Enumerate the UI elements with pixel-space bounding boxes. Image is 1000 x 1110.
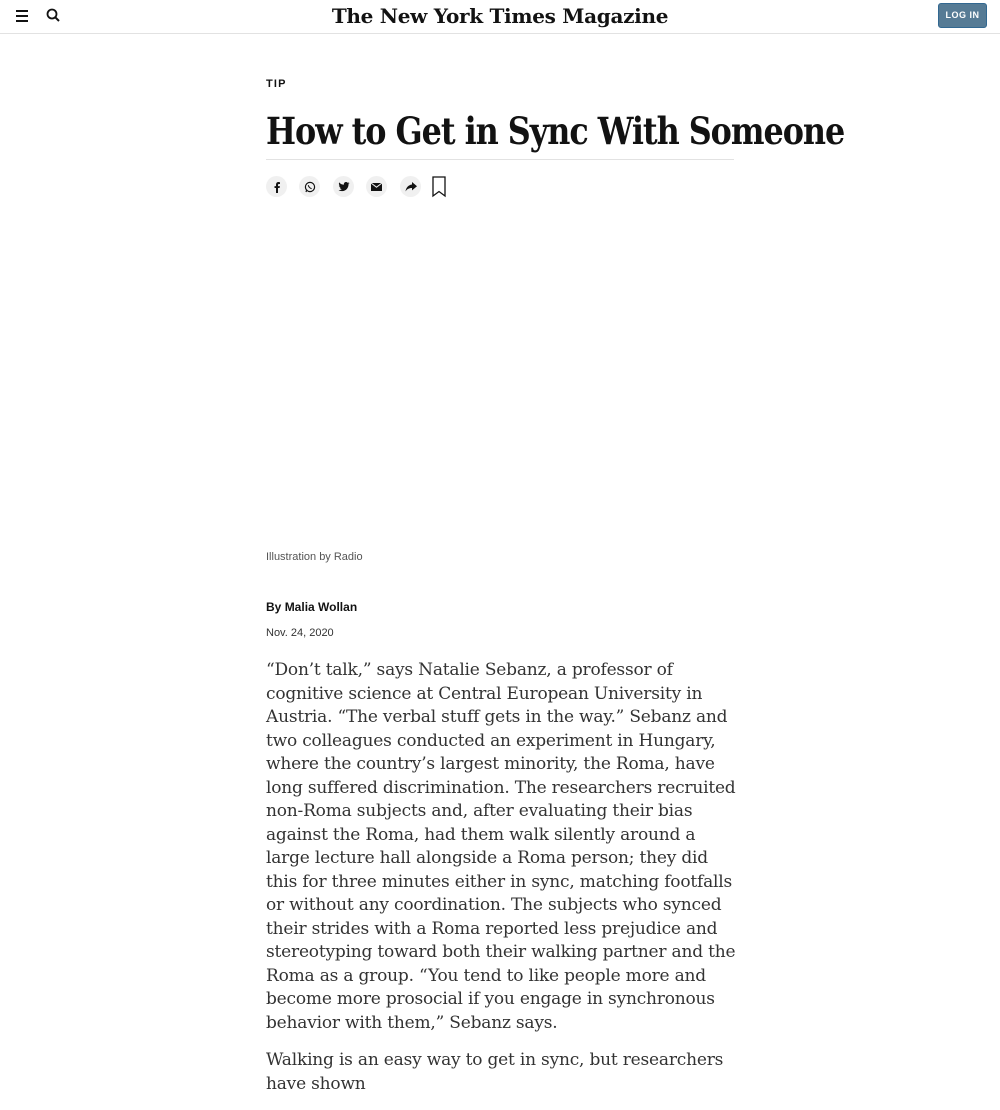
login-button[interactable]: LOG IN: [938, 3, 987, 28]
headline-divider: [266, 159, 734, 160]
byline: [266, 600, 357, 614]
article-kicker[interactable]: TIP: [266, 78, 287, 90]
article-body: [266, 659, 736, 1110]
twitter-share-button[interactable]: [333, 176, 354, 197]
email-icon: [371, 183, 382, 191]
top-bar: [0, 0, 1000, 34]
author-link[interactable]: Malia Wollan: [284, 600, 358, 614]
bookmark-icon: [432, 176, 446, 197]
menu-icon[interactable]: [12, 7, 32, 25]
facebook-icon: [272, 181, 282, 193]
whatsapp-icon: [304, 181, 316, 193]
whatsapp-share-button[interactable]: [299, 176, 320, 197]
article-headline: How to Get in Sync With Someone: [266, 109, 845, 153]
email-share-button[interactable]: [366, 176, 387, 197]
facebook-share-button[interactable]: [266, 176, 287, 197]
article-paragraph: “Don’t talk,” says Natalie Sebanz, a professor of cognitive science at Central European University in Austria. “The verbal stuff gets in the way.” Sebanz and two colleagues conducted an experiment in Hungary, where the country’s largest minority, the Roma, have long suffered discrimination. The researchers recruited non-Roma subjects and, after evaluating their bias against the Roma, had them walk silently around a large lecture hall alongside a Roma person; they did this for three minutes either in sync, matching footfalls or without any coordination. The subjects who synced their strides with a Roma reported less prejudice and stereotyping toward both their walking partner and the Roma as a group. “You tend to like people more and become more prosocial if you engage in synchronous behavior with them,” Sebanz says.: [266, 660, 736, 1033]
masthead-logo[interactable]: The New York Times Magazine: [331, 4, 669, 28]
publish-date: Nov. 24, 2020: [266, 627, 334, 639]
more-share-button[interactable]: [400, 176, 421, 197]
article-paragraph: Walking is an easy way to get in sync, but researchers have shown: [266, 1050, 724, 1094]
image-credit: Illustration by Radio: [266, 551, 363, 563]
twitter-icon: [338, 182, 350, 192]
search-icon[interactable]: [45, 7, 65, 25]
share-icon: [405, 182, 417, 192]
save-article-button[interactable]: [432, 176, 448, 197]
byline-prefix: By: [266, 600, 282, 614]
